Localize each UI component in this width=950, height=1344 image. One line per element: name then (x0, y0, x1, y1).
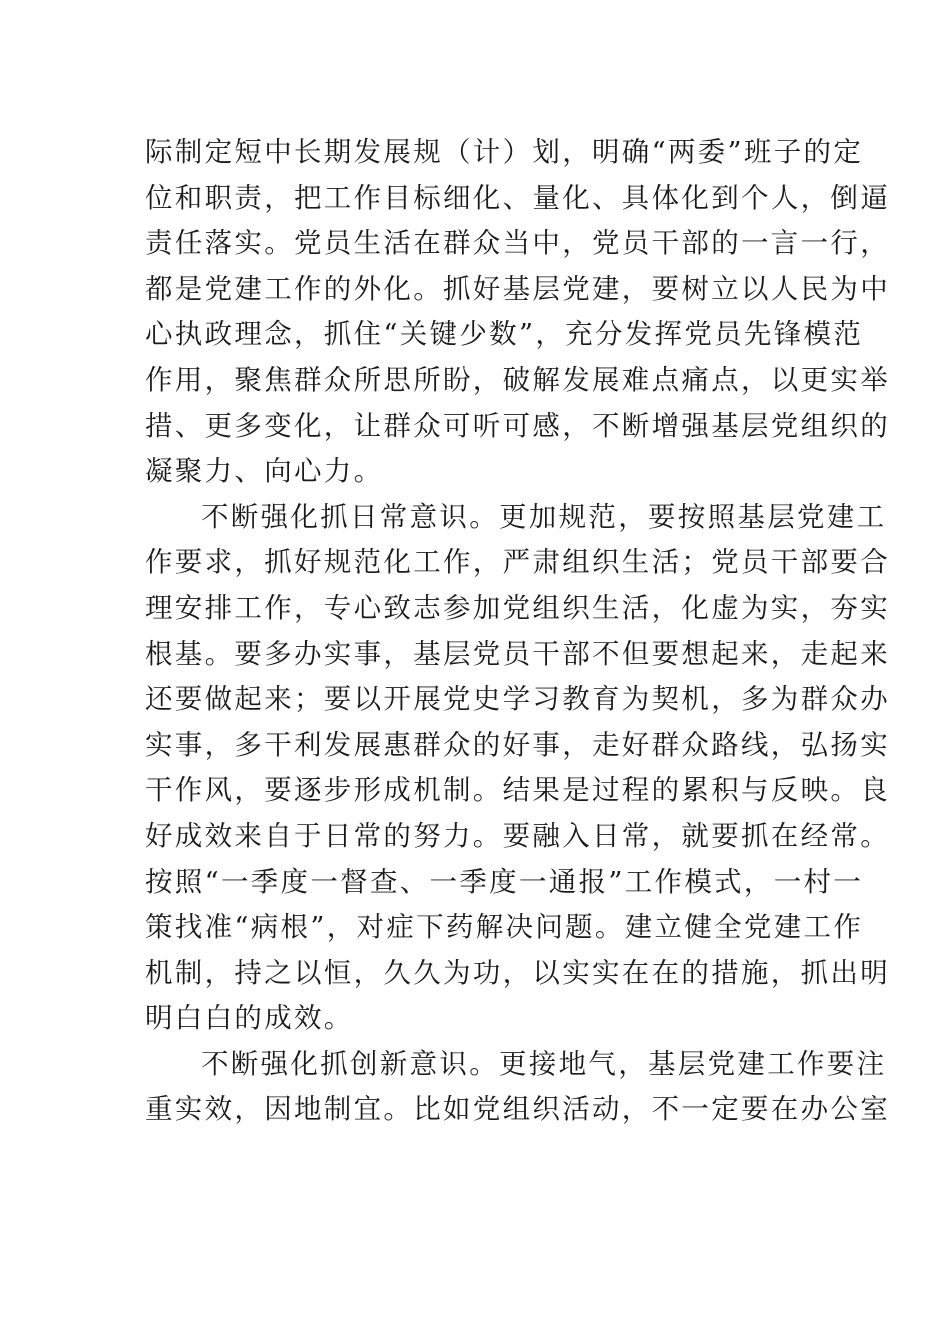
text-line: 心执政理念，抓住“关键少数”，充分发挥党员先锋模范 (145, 318, 864, 351)
text-line: 机制，持之以恒，久久为功，以实实在在的措施，抓出明 (145, 956, 890, 989)
text-line: 位和职责，把工作目标细化、量化、具体化到个人，倒逼 (145, 181, 890, 214)
text-line: 好成效来自于日常的努力。要融入日常，就要抓在经常。 (145, 819, 890, 852)
text-line: 责任落实。党员生活在群众当中，党员干部的一言一行， (145, 227, 890, 260)
body-text (145, 130, 890, 1133)
text-line: 理安排工作，专心致志参加党组织生活，化虚为实，夯实 (145, 591, 890, 624)
paragraph-start-line: 不断强化抓日常意识。更加规范，要按照基层党建工 (201, 500, 887, 533)
text-line: 根基。要多办实事，基层党员干部不但要想起来，走起来 (145, 637, 890, 670)
text-line: 作用，聚焦群众所思所盼，破解发展难点痛点，以更实举 (145, 363, 890, 396)
text-line: 按照“一季度一督查、一季度一通报”工作模式，一村一 (145, 865, 864, 898)
text-line: 重实效，因地制宜。比如党组织活动，不一定要在办公室 (145, 1093, 890, 1126)
text-line: 还要做起来；要以开展党史学习教育为契机，多为群众办 (145, 683, 890, 716)
text-line: 明白白的成效。 (145, 1002, 354, 1035)
text-line: 策找准“病根”，对症下药解决问题。建立健全党建工作 (145, 911, 864, 944)
text-line: 措、更多变化，让群众可听可感，不断增强基层党组织的 (145, 409, 890, 442)
text-line: 都是党建工作的外化。抓好基层党建，要树立以人民为中 (145, 272, 890, 305)
text-line: 际制定短中长期发展规（计）划，明确“两委”班子的定 (145, 136, 864, 168)
text-line: 凝聚力、向心力。 (145, 455, 384, 488)
paragraph-start-line: 不断强化抓创新意识。更接地气，基层党建工作要注 (201, 1047, 887, 1080)
text-line: 干作风，要逐步形成机制。结果是过程的累积与反映。良 (145, 774, 890, 807)
text-line: 实事，多干利发展惠群众的好事，走好群众路线，弘扬实 (145, 728, 890, 761)
text-line: 作要求，抓好规范化工作，严肃组织生活；党员干部要合 (145, 546, 890, 579)
